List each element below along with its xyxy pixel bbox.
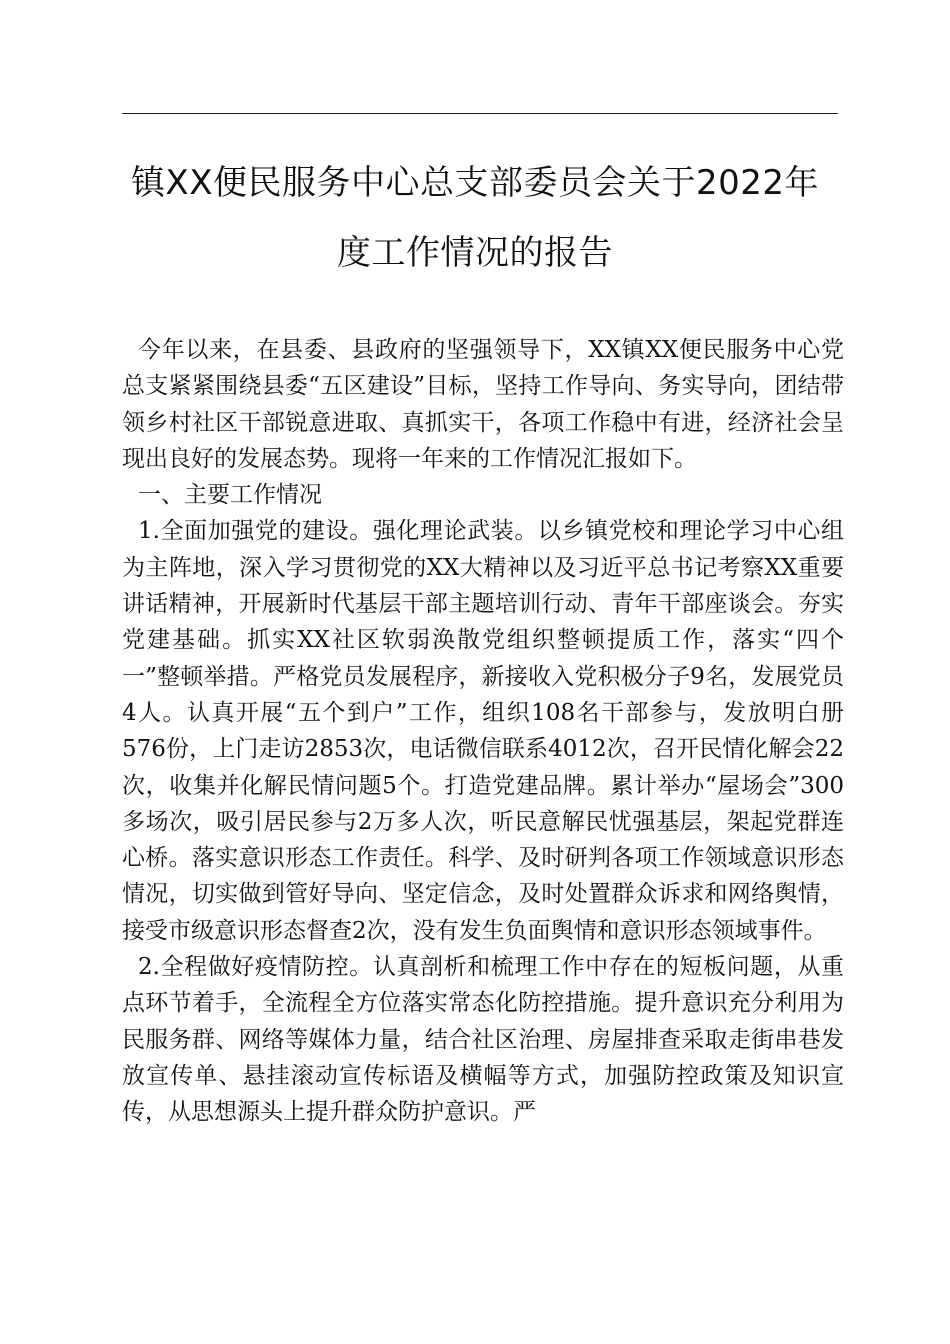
title-line-1: 镇XX便民服务中心总支部委员会关于2022年	[130, 163, 820, 203]
epidemic-control-paragraph: 2.全程做好疫情防控。认真剖析和梳理工作中存在的短板问题，从重点环节着手，全流程全方位落实常态化防控措施。提升意识充分利用为民服务群、网络等媒体力量，结合社区治理、房屋排查采取走街串巷发放宣传单、悬挂滚动宣传标语及横幅等方式，加强防控政策及知识宣传，从思想源头上提升群众防护意识。严	[122, 954, 844, 1126]
section-heading: 一、主要工作情况	[138, 482, 322, 509]
party-building-paragraph: 1.全面加强党的建设。强化理论武装。以乡镇党校和理论学习中心组为主阵地，深入学习贯彻党的XX大精神以及习近平总书记考察XX重要讲话精神，开展新时代基层干部主题培训行动、青年干部座谈会。夯实党建基础。抓实XX社区软弱涣散党组织整顿提质工作，落实“四个一”整顿举措。严格党员发展程序，新接收入党积极分子9名，发展党员4人。认真开展“五个到户”工作，组织108名干部参与，发放明白册576份，上门走访2853次，电话微信联系4012次，召开民情化解会22次，收集并化解民情问题5个。打造党建品牌。累计举办“屋场会”300多场次，吸引居民参与2万多人次，听民意解民忧强基层，架起党群连心桥。落实意识形态工作责任。科学、及时研判各项工作领域意识形态情况，切实做到管好导向、坚定信念，及时处置群众诉求和网络舆情，接受市级意识形态督查2次，没有发生负面舆情和意识形态领域事件。	[122, 518, 844, 944]
document-body	[122, 332, 844, 1131]
intro-paragraph: 今年以来，在县委、县政府的坚强领导下，XX镇XX便民服务中心党总支紧紧围绕县委“五区建设”目标，坚持工作导向、务实导向，团结带领乡村社区干部锐意进取、真抓实干，各项工作稳中有进，经济社会呈现出良好的发展态势。现将一年来的工作情况汇报如下。	[122, 337, 844, 472]
title-line-2: 度工作情况的报告	[337, 233, 613, 273]
document-title	[100, 148, 850, 288]
header-rule	[122, 113, 838, 114]
